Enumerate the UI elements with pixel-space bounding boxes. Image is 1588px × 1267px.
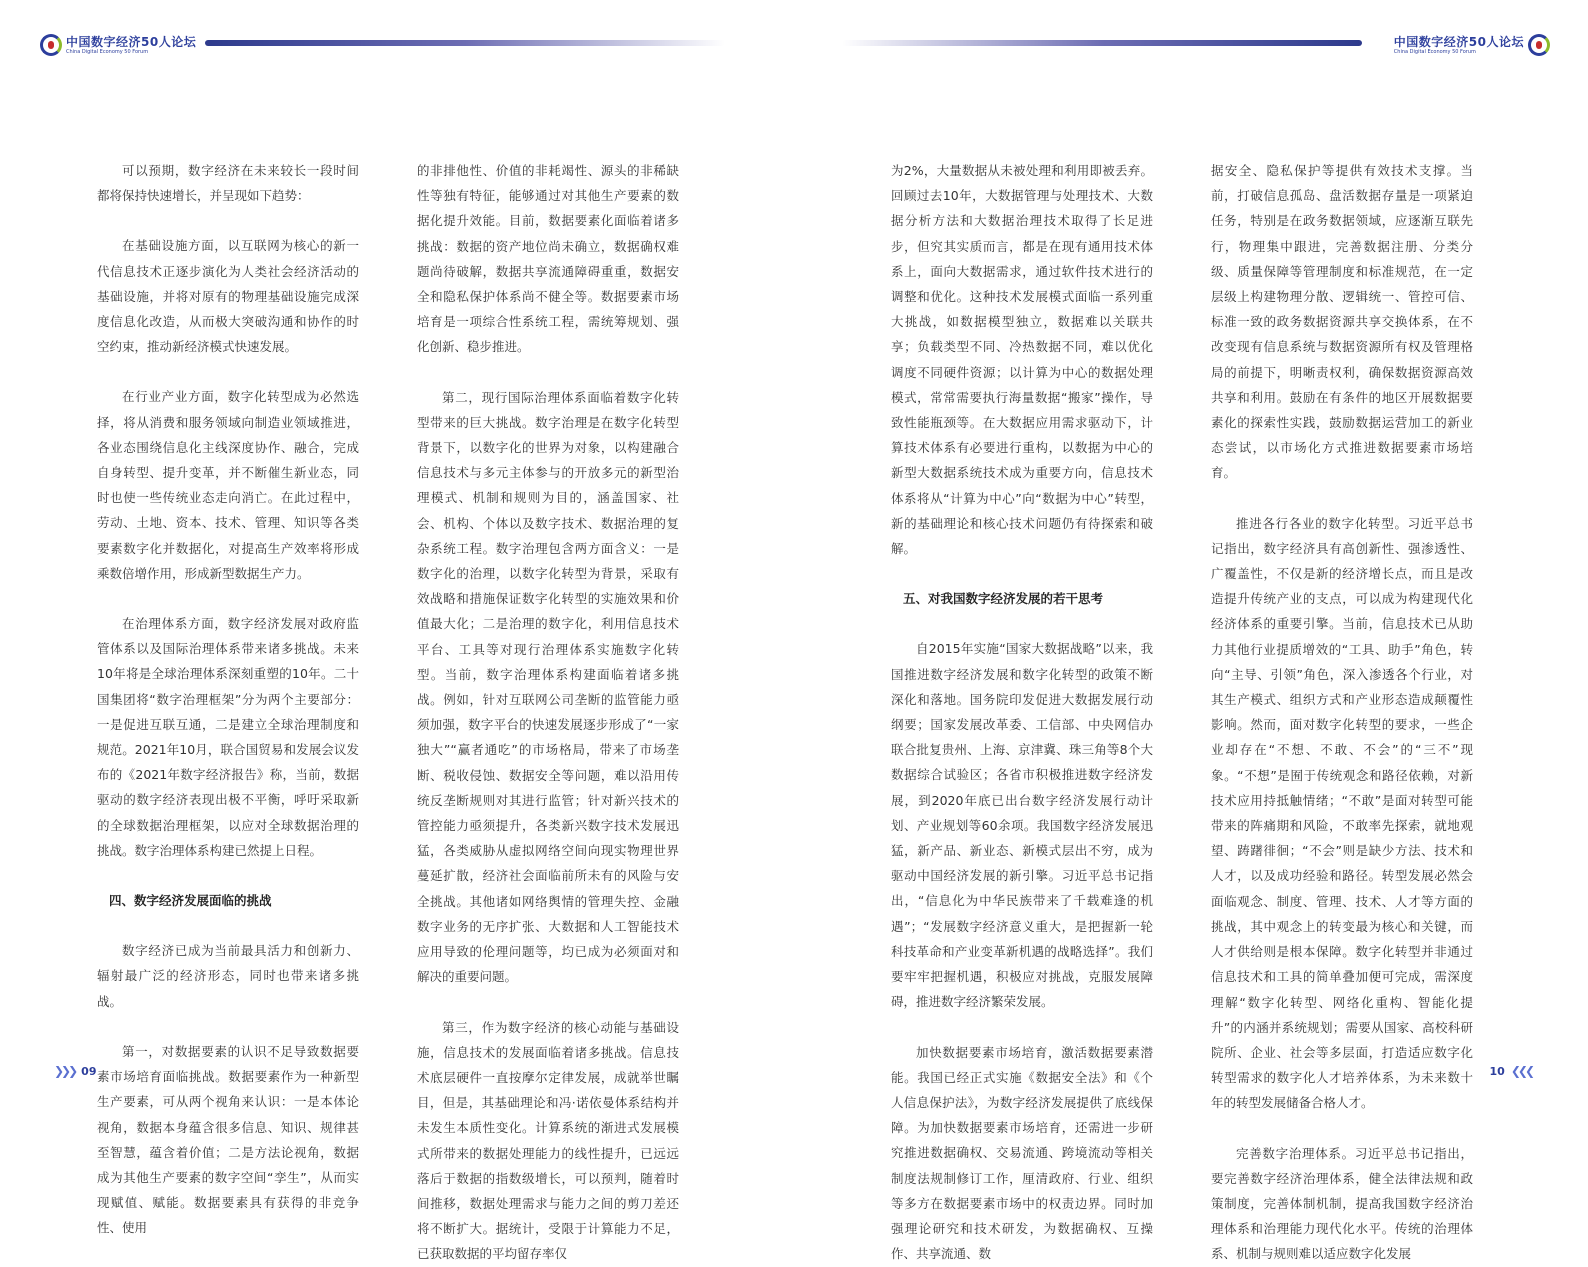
paragraph: 可以预期，数字经济在未来较长一段时间都将保持快速增长，并呈现如下趋势： — [97, 163, 359, 204]
section-heading: 四、数字经济发展面临的挑战 — [109, 893, 272, 909]
forum-logo — [40, 34, 200, 56]
chevron-left-icon: ❮❮❮ — [1510, 1064, 1532, 1078]
page-footer-left — [48, 1064, 96, 1078]
section-heading: 五、对我国数字经济发展的若干思考 — [903, 591, 1104, 607]
paragraph: 第三，作为数字经济的核心动能与基础设施，信息技术的发展面临着诸多挑战。信息技术底层硬件一直按摩尔定律发展，成就举世瞩目，但是，其基础理论和冯·诺依曼体系结构并未发生本质性变化。计算系统的渐进式发展模式所带来的数据处理能力的线性提升，已远远落后于数据的指数级增长，可以预判，随着时间推移，数据处理需求与能力之间的剪刀差还将不断扩大。据统计，受限于计算能力不足，已获取数据的平均留存率仅 — [417, 1019, 679, 1262]
header-bar — [205, 40, 725, 46]
paragraph: 在行业产业方面，数字化转型成为必然选择，将从消费和服务领域向制造业领域推进，各业态围绕信息化主线深度协作、融合，完成自身转型、提升变革，并不断催生新业态，同时也使一些传统业态走向消亡。在此过程中，劳动、土地、资本、技术、管理、知识等各类要素数字化并数据化，对提高生产效率将形成乘数倍增作用，形成新型数据生产力。 — [97, 389, 359, 581]
page-number: 10 — [1489, 1064, 1505, 1078]
page-footer-right — [1490, 1064, 1538, 1078]
paragraph: 为2%，大量数据从未被处理和利用即被丢弃。回顾过去10年，大数据管理与处理技术、大数据分析方法和大数据治理技术取得了长足进步，但究其实质而言，都是在现有通用技术体系上，面向大数据需求，通过软件技术进行的调整和优化。这种技术发展模式面临一系列重大挑战，如数据模型独立，数据难以关联共享；负载类型不同、冷热数据不同，难以优化调度不同硬件资源；以计算为中心的数据处理模式，常常需要执行海量数据“搬家”操作，导致性能瓶颈等。在大数据应用需求驱动下，计算技术体系有必要进行重构，以数据为中心的新型大数据系统技术成为重要方向，信息技术体系将从“计算为中心”向“数据为中心”转型，新的基础理论和核心技术问题仍有待探索和破解。 — [891, 163, 1153, 557]
paragraph: 据安全、隐私保护等提供有效技术支撑。当前，打破信息孤岛、盘活数据存量是一项紧迫任务，特别是在政务数据领域，应逐渐互联先行，物理集中跟进，完善数据注册、分类分级、质量保障等管理制度和标准规范，在一定层级上构建物理分散、逻辑统一、管控可信、标准一致的政务数据资源共享交换体系，在不改变现有信息系统与数据资源所有权及管理格局的前提下，明晰责权利，确保数据资源高效共享和利用。鼓励在有条件的地区开展数据要素化的探索性实践，鼓励数据运营加工的新业态尝试，以市场化方式推进数据要素市场培育。 — [1211, 163, 1473, 481]
right-page — [794, 0, 1588, 1262]
left-page — [0, 0, 794, 1262]
paragraph: 的非排他性、价值的非耗竭性、源头的非稀缺性等独有特征，能够通过对其他生产要素的数据化提升效能。目前，数据要素化面临着诸多挑战：数据的资产地位尚未确立，数据确权难题尚待破解，数据共享流通障碍重重，数据安全和隐私保护体系尚不健全等。数据要素市场培育是一项综合性系统工程，需统筹规划、强化创新、稳步推进。 — [417, 163, 679, 355]
page-number: 09 — [81, 1064, 97, 1078]
paragraph: 自2015年实施“国家大数据战略”以来，我国推进数字经济发展和数字化转型的政策不断深化和落地。国务院印发促进大数据发展行动纲要；国家发展改革委、工信部、中央网信办联合批复贵州、上海、京津冀、珠三角等8个大数据综合试验区；各省市积极推进数字经济发展，到2020年底已出台数字经济发展行动计划、产业规划等60余项。我国数字经济发展迅猛，新产品、新业态、新模式层出不穷，成为驱动中国经济发展的新引擎。习近平总书记指出，“信息化为中华民族带来了千载难逢的机遇”；“发展数字经济意义重大，是把握新一轮科技革命和产业变革新机遇的战略选择”。我们要牢牢把握机遇，积极应对挑战，克服发展障碍，推进数字经济繁荣发展。 — [891, 641, 1153, 1010]
logo-title-cn: 中国数字经济50人论坛 — [66, 34, 197, 49]
right-col-1 — [891, 158, 1153, 1266]
paragraph: 数字经济已成为当前最具活力和创新力、辐射最广泛的经济形态，同时也带来诸多挑战。 — [97, 943, 359, 1009]
left-col-2 — [417, 158, 679, 1267]
paragraph: 推进各行各业的数字化转型。习近平总书记指出，数字经济具有高创新性、强渗透性、广覆盖性，不仅是新的经济增长点，而且是改造提升传统产业的支点，可以成为构建现代化经济体系的重要引擎。当前，信息技术已从助力其他行业提质增效的“工具、助手”角色，转向“主导、引领”角色，深入渗透各个行业，对其生产模式、组织方式和产业形态造成颠覆性影响。然而，面对数字化转型的要求，一些企业却存在“不想、不敢、不会”的“三不”现象。“不想”是囿于传统观念和路径依赖，对新技术应用持抵触情绪；“不敢”是面对转型可能带来的阵痛期和风险，不敢率先探索，就地观望、踌躇徘徊；“不会”则是缺少方法、技术和人才，以及成功经验和路径。转型发展必然会面临观念、制度、管理、技术、人才等方面的挑战，其中观念上的转变最为核心和关键，而人才供给则是根本保障。数字化转型并非通过信息技术和工具的简单叠加便可完成，需深度理解“数字化转型、网络化重构、智能化提升”的内涵并系统规划；需要从国家、高校科研院所、企业、社会等多层面，打造适应数字化转型需求的数字化人才培养体系，为未来数十年的转型发展储备合格人才。 — [1211, 515, 1473, 1111]
logo-title-cn: 中国数字经济50人论坛 — [1393, 34, 1524, 49]
header-bar — [842, 40, 1362, 46]
paragraph: 在基础设施方面，以互联网为核心的新一代信息技术正逐步演化为人类社会经济活动的基础设施，并将对原有的物理基础设施完成深度信息化改造，从而极大突破沟通和协作的时空约束，推动新经济模式快速发展。 — [97, 238, 359, 355]
paragraph: 在治理体系方面，数字经济发展对政府监管体系以及国际治理体系带来诸多挑战。未来10年将是全球治理体系深刻重塑的10年。二十国集团将“数字治理框架”分为两个主要部分：一是促进互联互通，二是建立全球治理制度和规范。2021年10月，联合国贸易和发展会议发布的《2021年数字经济报告》称，当前，数据驱动的数字经济表现出极不平衡，呼吁采取新的全球数据治理框架，以应对全球数据治理的挑战。数字治理体系构建已然提上日程。 — [97, 616, 359, 858]
left-col-1 — [97, 158, 359, 1241]
forum-logo-icon — [1528, 34, 1550, 56]
paragraph: 完善数字治理体系。习近平总书记指出，要完善数字经济治理体系，健全法律法规和政策制度，完善体制机制，提高我国数字经济治理体系和治理能力现代化水平。传统的治理体系、机制与规则难以适应数字化发展 — [1211, 1145, 1473, 1262]
forum-logo — [1390, 34, 1550, 56]
forum-logo-icon — [40, 34, 62, 56]
paragraph: 第一，对数据要素的认识不足导致数据要素市场培育面临挑战。数据要素作为一种新型生产要素，可从两个视角来认识：一是本体论视角，数据本身蕴含很多信息、知识、规律甚至智慧，蕴含着价值；二是方法论视角，数据成为其他生产要素的数字空间“孪生”，从而实现赋值、赋能。数据要素具有获得的非竞争性、使用 — [97, 1043, 359, 1236]
right-col-2 — [1211, 158, 1473, 1267]
chevron-right-icon: ❯❯❯ — [54, 1064, 76, 1078]
logo-title-en: China Digital Economy 50 Forum — [66, 48, 149, 55]
logo-title-en: China Digital Economy 50 Forum — [1393, 48, 1476, 55]
paragraph: 加快数据要素市场培育，激活数据要素潜能。我国已经正式实施《数据安全法》和《个人信息保护法》，为数字经济发展提供了底线保障。为加快数据要素市场培育，还需进一步研究推进数据确权、交易流通、跨境流动等相关制度法规制修订工作，厘清政府、行业、组织等多方在数据要素市场中的权责边界。同时加强理论研究和技术研发，为数据确权、互操作、共享流通、数 — [891, 1044, 1153, 1262]
paragraph: 第二，现行国际治理体系面临着数字化转型带来的巨大挑战。数字治理是在数字化转型背景下，以数字化的世界为对象，以构建融合信息技术与多元主体参与的开放多元的新型治理模式、机制和规则为目的，涵盖国家、社会、机构、个体以及数字技术、数据治理的复杂系统工程。数字治理包含两方面含义：一是数字化的治理，以数字化转型为背景，采取有效战略和措施保证数字化转型的实施效果和价值最大化；二是治理的数字化，利用信息技术平台、工具等对现行治理体系实施数字化转型。当前，数字治理体系构建面临着诸多挑战。例如，针对互联网公司垄断的监管能力亟须加强，数字平台的快速发展逐步形成了“一家独大”“赢者通吃”的市场格局，带来了市场垄断、税收侵蚀、数据安全等问题，难以沿用传统反垄断规则对其进行监管；针对新兴技术的管控能力亟须提升，各类新兴数字技术发展迅猛，各类威胁从虚拟网络空间向现实物理世界蔓延扩散，经济社会面临前所未有的风险与安全挑战。其他诸如网络舆情的管理失控、金融数字业务的无序扩张、大数据和人工智能技术应用导致的伦理问题等，均已成为必须面对和解决的重要问题。 — [417, 389, 679, 985]
